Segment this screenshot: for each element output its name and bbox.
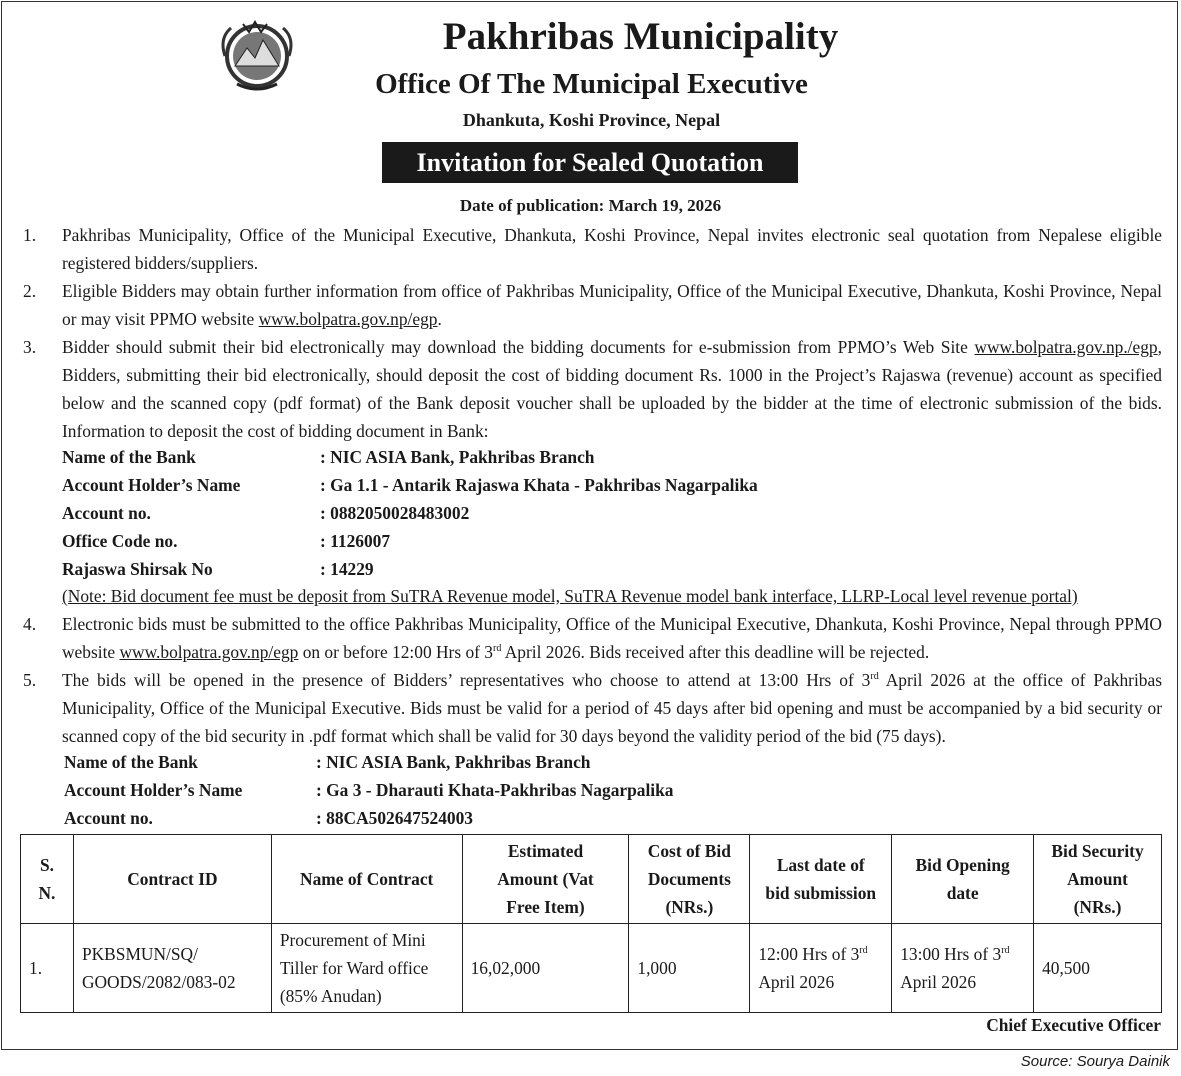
table-header-row: [21, 835, 1162, 924]
cell-doc-cost: 1,000: [629, 924, 750, 1013]
col-last-date: Last date of bid submission: [750, 835, 892, 924]
notice-title: Invitation for Sealed Quotation: [382, 142, 798, 183]
source-credit: Source: Sourya Dainik: [1020, 1053, 1170, 1070]
paragraph-number: 5.: [23, 670, 37, 690]
col-contract-id: Contract ID: [73, 835, 271, 924]
office-location: Dhankuta, Koshi Province, Nepal: [462, 110, 721, 130]
col-doc-cost: Cost of Bid Documents (NRs.): [629, 835, 750, 924]
contract-table: [20, 834, 1162, 1013]
table-row: [21, 924, 1162, 1013]
cell-contract-id: PKBSMUN/SQ/ GOODS/2082/083-02: [73, 924, 271, 1013]
org-name: Pakhribas Municipality: [442, 15, 839, 58]
ppmo-link[interactable]: www.bolpatra.gov.np./egp: [974, 337, 1158, 357]
cell-estimate: 16,02,000: [462, 924, 629, 1013]
col-estimated-amount: Estimated Amount (Vat Free Item): [462, 835, 629, 924]
signoff: Chief Executive Officer: [986, 1015, 1161, 1035]
col-opening-date: Bid Opening date: [892, 835, 1034, 924]
col-contract-name: Name of Contract: [271, 835, 462, 924]
col-bid-security: Bid Security Amount (NRs.): [1034, 835, 1162, 924]
cell-last-date: 12:00 Hrs of 3rd April 2026: [750, 924, 892, 1013]
paragraph-number: 1.: [23, 225, 37, 245]
ppmo-link[interactable]: www.bolpatra.gov.np/egp: [119, 642, 299, 662]
paragraph-2: 2. Eligible Bidders may obtain further information from office of Pakhribas Municipality, Office of the Municipal Executive, Dhankuta, Koshi Province, Nepal or may visit PPMO website www.bolpatra.gov.np/egp.: [20, 277, 1162, 333]
cell-sn: 1.: [21, 924, 74, 1013]
paragraph-4: 4. Electronic bids must be submitted to the office Pakhribas Municipality, Office of the Municipal Executive, Dhankuta, Koshi Province, Nepal through PPMO website www.bolpatra.gov.np/egp on or before 12:00 Hrs of 3rd April 2026. Bids received after this deadline will be rejected.: [20, 610, 1162, 666]
paragraph-3: 3. Bidder should submit their bid electronically may download the bidding documents for e-submission from PPMO’s Web Site www.bolpatra.gov.np./egp, Bidders, submitting their bid electronically, should deposit the cost of bidding document Rs. 1000 in the Project’s Rajaswa (revenue) account as specified below and the scanned copy (pdf format) of the Bank deposit voucher shall be uploaded by the bidder at the time of electronic submission of the bids. Information to deposit the cost of bidding document in Bank:: [20, 333, 1162, 445]
ppmo-link[interactable]: www.bolpatra.gov.np/egp: [258, 309, 438, 329]
paragraph-5: 5. The bids will be opened in the presence of Bidders’ representatives who choose to attend at 13:00 Hrs of 3rd April 2026 at the office of Pakhribas Municipality, Office of the Municipal Executive. Bids must be valid for a period of 45 days after bid opening and must be accompanied by a bid security or scanned copy of the bid security in .pdf format which shall be valid for 30 days beyond the validity period of the bid (75 days).: [20, 666, 1162, 750]
col-sn: S. N.: [21, 835, 74, 924]
paragraph-number: 2.: [23, 281, 37, 301]
cell-contract-name: Procurement of Mini Tiller for Ward office (85% Anudan): [271, 924, 462, 1013]
paragraph-1: 1. Pakhribas Municipality, Office of the Municipal Executive, Dhankuta, Koshi Province, Nepal invites electronic seal quotation from Nepalese eligible registered bidders/suppliers.: [20, 221, 1162, 277]
paragraph-number: 4.: [23, 614, 37, 634]
paragraph-number: 3.: [23, 337, 37, 357]
fee-note: (Note: Bid document fee must be deposit from SuTRA Revenue model, SuTRA Revenue model bank interface, LLRP-Local level revenue portal): [62, 586, 1078, 606]
office-name: Office Of The Municipal Executive: [375, 68, 808, 100]
cell-bid-security: 40,500: [1034, 924, 1162, 1013]
publication-date: Date of publication: March 19, 2026: [459, 196, 722, 215]
cell-opening-date: 13:00 Hrs of 3rd April 2026: [892, 924, 1034, 1013]
